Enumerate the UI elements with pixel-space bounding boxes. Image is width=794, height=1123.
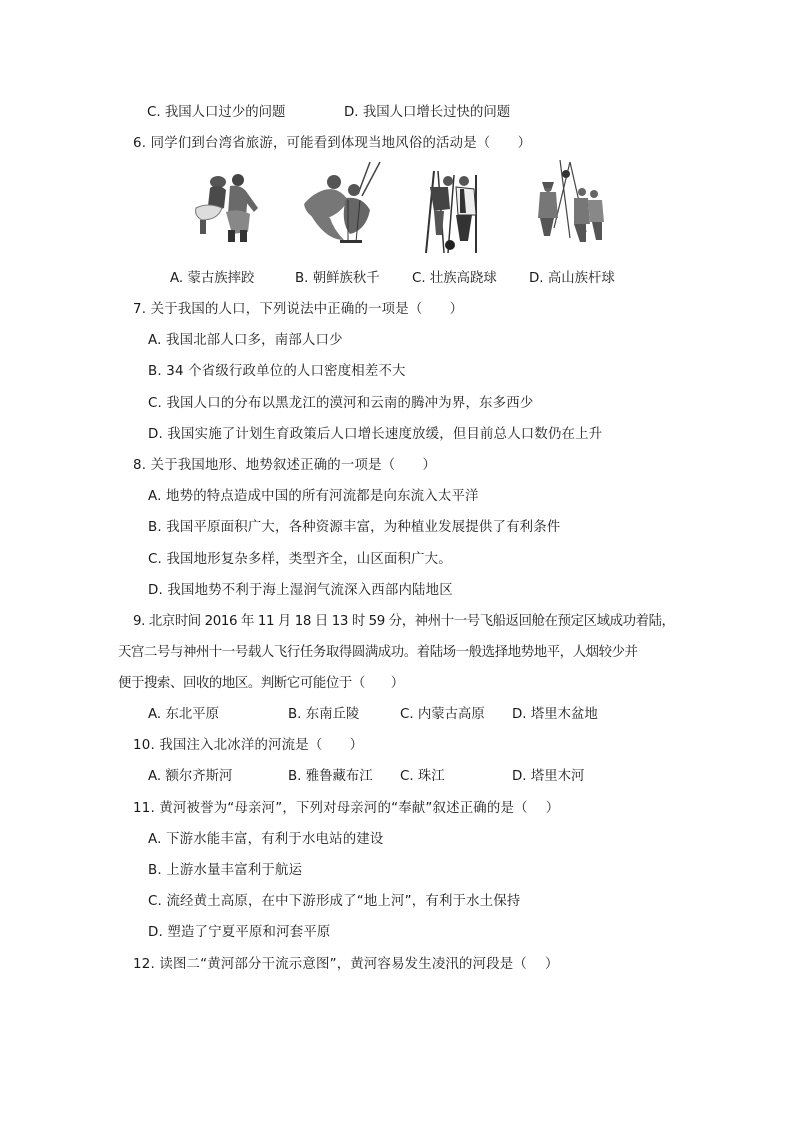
q9-option-b: B. 东南丘陵 bbox=[288, 707, 360, 722]
q6-option-b: B. 朝鲜族秋千 bbox=[295, 271, 380, 286]
q9-option-d: D. 塔里木盆地 bbox=[512, 707, 598, 722]
gaoshan-pole-ball-illustration-icon bbox=[530, 158, 610, 250]
q8-option-c: C. 我国地形复杂多样，类型齐全，山区面积广大。 bbox=[148, 552, 452, 567]
mongol-wrestling-illustration-icon bbox=[188, 168, 268, 246]
q6-option-d: D. 高山族杆球 bbox=[529, 271, 615, 286]
q8-option-a: A. 地势的特点造成中国的所有河流都是向东流入太平洋 bbox=[148, 489, 479, 504]
q6-option-c: C. 壮族高跷球 bbox=[412, 271, 497, 286]
q11-option-b: B. 上游水量丰富利于航运 bbox=[148, 863, 303, 878]
q7-option-a: A. 我国北部人口多，南部人口少 bbox=[148, 333, 343, 348]
q8-option-d: D. 我国地势不利于海上湿润气流深入西部内陆地区 bbox=[148, 583, 453, 598]
q7-option-b: B. 34 个省级行政单位的人口密度相差不大 bbox=[148, 364, 406, 379]
q7-option-d: D. 我国实施了计划生育政策后人口增长速度放缓，但目前总人口数仍在上升 bbox=[148, 427, 603, 442]
q11-option-d: D. 塑造了宁夏平原和河套平原 bbox=[148, 925, 331, 940]
q7-option-c: C. 我国人口的分布以黑龙江的漠河和云南的腾冲为界，东多西少 bbox=[148, 396, 534, 411]
q11-stem: 11. 黄河被誉为“母亲河”，下列对母亲河的“奉献”叙述正确的是（ ） bbox=[133, 801, 560, 816]
q10-stem: 10. 我国注入北冰洋的河流是（ ） bbox=[133, 738, 364, 753]
q5-option-d: D. 我国人口增长过快的问题 bbox=[344, 105, 511, 120]
q9-option-c: C. 内蒙古高原 bbox=[400, 707, 485, 722]
q10-option-a: A. 额尔齐斯河 bbox=[148, 769, 233, 784]
q11-option-c: C. 流经黄土高原，在中下游形成了“地上河”，有利于水土保持 bbox=[148, 894, 521, 909]
q11-option-a: A. 下游水能丰富，有利于水电站的建设 bbox=[148, 832, 384, 847]
korean-swing-illustration-icon bbox=[300, 160, 382, 248]
q5-option-c: C. 我国人口过少的问题 bbox=[147, 105, 286, 120]
q9-option-a: A. 东北平原 bbox=[148, 707, 219, 722]
q12-stem: 12. 读图二“黄河部分干流示意图”，黄河容易发生凌汛的河段是（ ） bbox=[133, 957, 559, 972]
q7-stem: 7. 关于我国的人口，下列说法中正确的一项是（ ） bbox=[133, 302, 464, 317]
q9-stem-line-1: 9. 北京时间 2016 年 11 月 18 日 13 时 59 分，神州十一号飞船返回舱在预定区域成功着陆， bbox=[133, 614, 675, 629]
q10-option-c: C. 珠江 bbox=[400, 769, 445, 784]
q10-option-b: B. 雅鲁藏布江 bbox=[288, 769, 373, 784]
q10-option-d: D. 塔里木河 bbox=[512, 769, 585, 784]
q8-stem: 8. 关于我国地形、地势叙述正确的一项是（ ） bbox=[133, 458, 437, 473]
q9-stem-line-2: 天宫二号与神州十一号载人飞行任务取得圆满成功。着陆场一般选择地势地平，人烟较少并 bbox=[118, 645, 638, 660]
zhuang-stilt-ball-illustration-icon bbox=[420, 165, 490, 257]
q6-stem: 6. 同学们到台湾省旅游，可能看到体现当地风俗的活动是（ ） bbox=[133, 136, 532, 151]
q9-stem-line-3: 便于搜索、回收的地区。判断它可能位于（ ） bbox=[118, 676, 404, 691]
q8-option-b: B. 我国平原面积广大，各种资源丰富，为种植业发展提供了有利条件 bbox=[148, 520, 561, 535]
q6-option-a: A. 蒙古族摔跤 bbox=[170, 271, 255, 286]
